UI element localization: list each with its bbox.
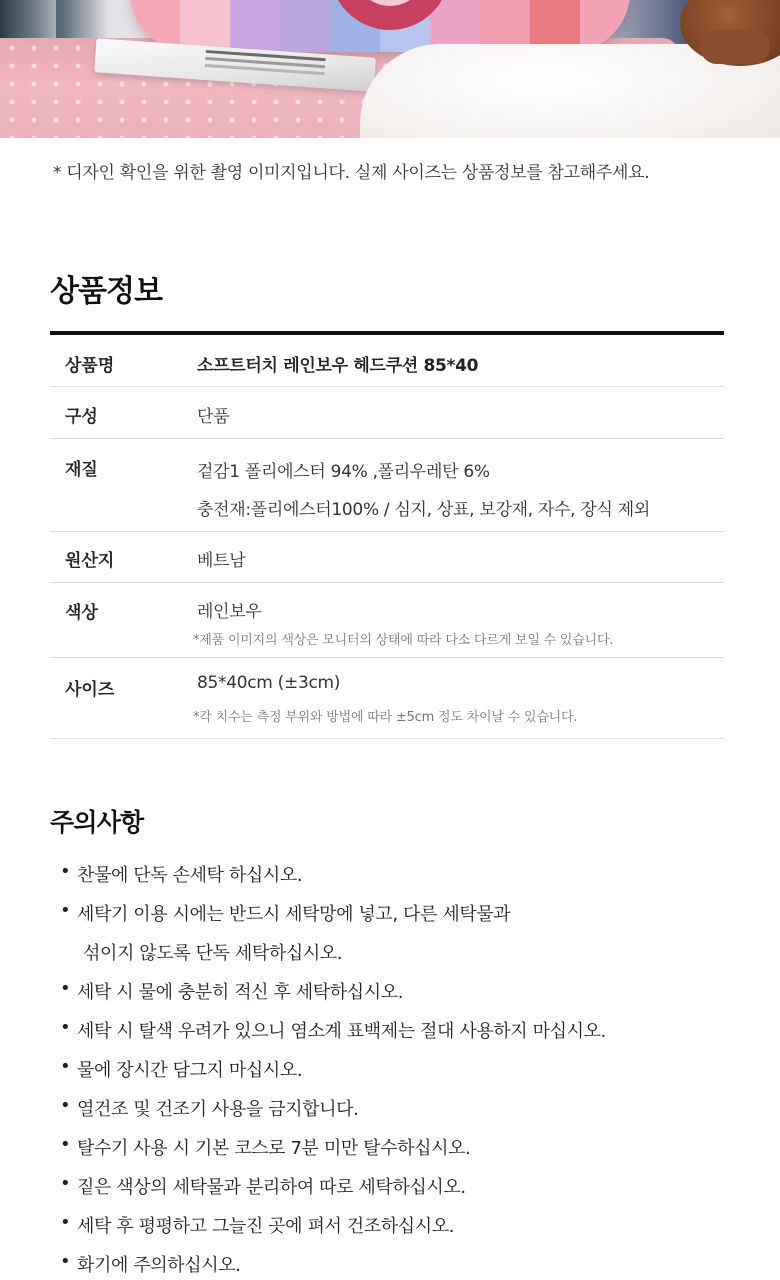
list-item-text: 탈수기 사용 시 기본 코스로 7분 미만 탈수하십시오. [77, 1138, 471, 1159]
list-item-text: 짙은 색상의 세탁물과 분리하여 따로 세탁하십시오. [77, 1177, 466, 1198]
photo-disclaimer: * 디자인 확인을 위한 촬영 이미지입니다. 실제 사이즈는 상품정보를 참고해주세요. [53, 163, 650, 183]
list-item-text: 물에 장시간 담그지 마십시오. [77, 1060, 303, 1081]
list-item-text: 찬물에 단독 손세탁 하십시오. [77, 865, 303, 886]
spec-label: 상품명 [65, 356, 115, 376]
list-item-text: 세탁 후 평평하고 그늘진 곳에 펴서 건조하십시오. [77, 1216, 455, 1237]
spec-label: 색상 [65, 603, 98, 623]
bullet: • [60, 900, 71, 921]
spec-label: 사이즈 [65, 680, 115, 700]
spec-value: 레인보우 [197, 602, 262, 622]
spec-label: 원산지 [65, 551, 115, 571]
bullet: • [60, 1173, 71, 1194]
bullet: • [60, 1134, 71, 1155]
bullet: • [60, 1212, 71, 1233]
bullet: • [60, 1095, 71, 1116]
spec-value-line: 충전재:폴리에스터100% / 심지, 상표, 보강재, 자수, 장식 제외 [197, 500, 650, 520]
spec-value: 베트남 [197, 551, 246, 571]
product-info-heading: 상품정보 [50, 274, 162, 309]
list-item-text: 열건조 및 건조기 사용을 금지합니다. [77, 1099, 359, 1120]
product-photo [0, 0, 780, 138]
caution-heading: 주의사항 [50, 808, 144, 837]
spec-row-origin [50, 532, 724, 583]
product-info-table [50, 335, 724, 739]
list-item-text-continued: 섞이지 않도록 단독 세탁하십시오. [83, 943, 343, 964]
product-name: 소프트터치 레인보우 헤드쿠션 85*40 [197, 356, 479, 376]
spec-label: 재질 [65, 460, 98, 480]
bullet: • [60, 978, 71, 999]
spec-label: 구성 [65, 407, 98, 427]
spec-footnote: *제품 이미지의 색상은 모니터의 상태에 따라 다소 다르게 보일 수 있습니다. [193, 633, 614, 648]
spec-footnote: *각 치수는 측정 부위와 방법에 따라 ±5cm 정도 차이날 수 있습니다. [193, 710, 578, 725]
spec-value: 단품 [197, 407, 230, 427]
teddy-bear-arm [700, 30, 770, 64]
list-item-text: 세탁기 이용 시에는 반드시 세탁망에 넣고, 다른 세탁물과 [77, 904, 511, 925]
cushion-stripe [280, 0, 330, 52]
spec-value [197, 351, 478, 376]
spec-row-name [50, 335, 724, 387]
spec-row-material [50, 439, 724, 532]
spec-value-line: 겉감1 폴리에스터 94% ,폴리우레탄 6% [197, 462, 490, 482]
cushion-stripe [230, 0, 280, 52]
spec-row-size [50, 658, 724, 739]
bullet: • [60, 1056, 71, 1077]
bullet: • [60, 1017, 71, 1038]
bullet: • [60, 1251, 71, 1272]
spec-value: 85*40cm (±3cm) [197, 673, 341, 693]
list-item-text: 세탁 시 물에 충분히 적신 후 세탁하십시오. [77, 982, 404, 1003]
spec-row-composition [50, 387, 724, 439]
bullet: • [60, 861, 71, 882]
list-item-text: 화기에 주의하십시오. [77, 1255, 241, 1276]
spec-row-color [50, 583, 724, 658]
list-item-text: 세탁 시 탈색 우려가 있으니 염소계 표백제는 절대 사용하지 마십시오. [77, 1021, 606, 1042]
